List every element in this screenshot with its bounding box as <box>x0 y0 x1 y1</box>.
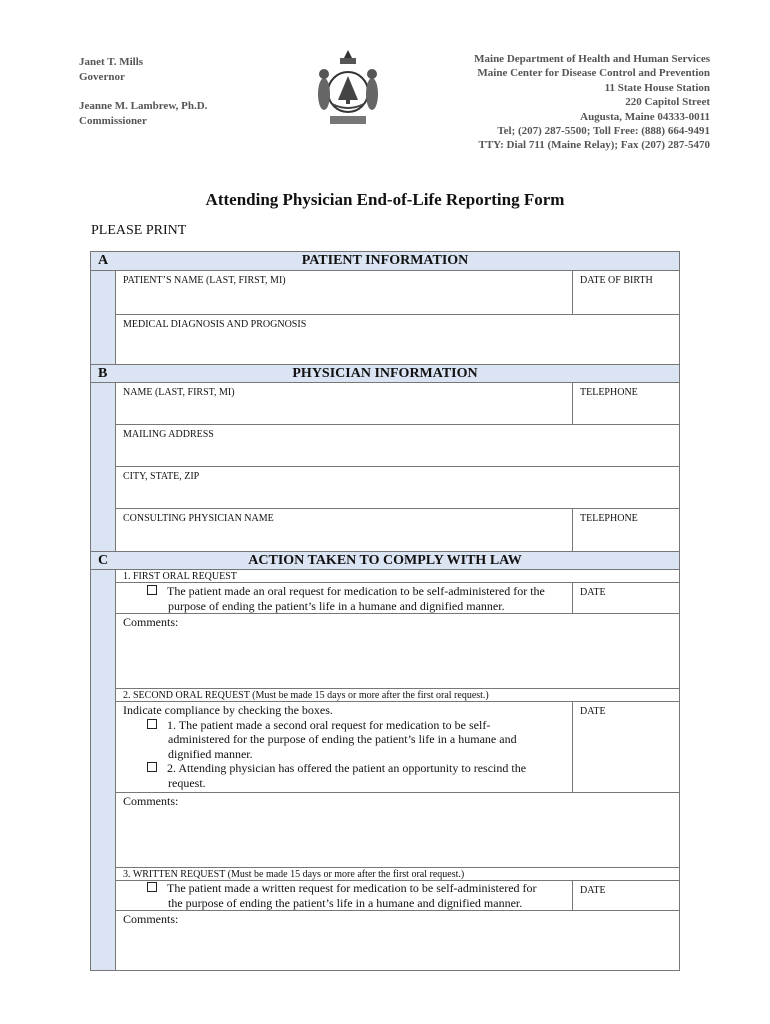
dept-line-1: Maine Department of Health and Human Services <box>474 53 710 65</box>
diagnosis-field[interactable] <box>116 315 679 364</box>
reporting-form <box>90 251 680 971</box>
governor-name: Janet T. Mills <box>79 56 144 68</box>
second-request-option-1: 1. The patient made a second oral request for medication to be self- administered for the purpose of ending the patient’s life in a humane and dignified manner. <box>147 718 517 762</box>
first-request-text: The patient made an oral request for medication to be self-administered for the purpose of ending the patient’s life in a humane and dignified manner. <box>147 584 545 613</box>
city-state-zip-field[interactable] <box>116 467 679 509</box>
second-request-label: 2. SECOND ORAL REQUEST (Must be made 15 days or more after the first oral request.) <box>123 690 489 701</box>
section-c-letter: C <box>98 553 109 568</box>
second-request-checkbox-2[interactable] <box>147 762 157 772</box>
second-request-option-2: 2. Attending physician has offered the patient an opportunity to rescind the request. <box>147 761 526 790</box>
date-of-birth-label: DATE OF BIRTH <box>580 275 653 286</box>
written-request-text: The patient made a written request for medication to be self-administered for the purpose of ending the patient’s life in a humane and dignified manner. <box>147 881 537 910</box>
section-b-letter: B <box>98 366 108 381</box>
section-a-header <box>91 252 679 271</box>
written-request-row <box>116 881 573 911</box>
dept-line-6: Tel; (207) 287-5500; Toll Free: (888) 664-9491 <box>497 125 710 138</box>
department-address-block <box>474 52 710 153</box>
date-of-birth-field[interactable] <box>573 271 679 315</box>
officials-block <box>79 55 207 129</box>
section-a-sidebar <box>91 271 116 364</box>
section-a-letter: A <box>98 253 109 268</box>
second-request-row <box>116 702 573 793</box>
dept-line-2: Maine Center for Disease Control and Prevention <box>477 67 710 80</box>
physician-name-field[interactable] <box>116 383 573 425</box>
dept-line-3: 11 State House Station <box>604 81 710 94</box>
written-request-heading <box>116 868 679 881</box>
patient-name-field[interactable] <box>116 271 573 315</box>
dept-line-7: TTY: Dial 711 (Maine Relay); Fax (207) 287-5470 <box>478 139 710 152</box>
second-request-checkbox-1[interactable] <box>147 719 157 729</box>
state-seal-icon <box>312 48 384 130</box>
section-b-title: PHYSICIAN INFORMATION <box>292 366 478 381</box>
consulting-telephone-label: TELEPHONE <box>580 513 638 524</box>
first-request-row <box>116 583 573 614</box>
mailing-address-field[interactable] <box>116 425 679 467</box>
section-b-sidebar <box>91 383 116 551</box>
second-request-date-field[interactable] <box>573 702 679 793</box>
written-request-date-field[interactable] <box>573 881 679 911</box>
second-request-heading <box>116 689 679 702</box>
commissioner-name: Jeanne M. Lambrew, Ph.D. <box>79 100 208 112</box>
consulting-telephone-field[interactable] <box>573 509 679 551</box>
patient-name-label: PATIENT’S NAME (LAST, FIRST, MI) <box>123 275 286 286</box>
consulting-physician-field[interactable] <box>116 509 573 551</box>
consulting-physician-label: CONSULTING PHYSICIAN NAME <box>123 513 274 524</box>
first-request-checkbox[interactable] <box>147 585 157 595</box>
first-request-date-label: DATE <box>580 587 606 598</box>
dept-line-5: Augusta, Maine 04333-0011 <box>580 110 710 123</box>
written-request-date-label: DATE <box>580 885 606 896</box>
section-c-title: ACTION TAKEN TO COMPLY WITH LAW <box>248 553 522 568</box>
physician-telephone-label: TELEPHONE <box>580 387 638 398</box>
dept-line-4: 220 Capitol Street <box>625 96 710 109</box>
section-a-title: PATIENT INFORMATION <box>301 253 469 268</box>
section-b-header <box>91 364 679 383</box>
indicate-compliance-text: Indicate compliance by checking the boxes. <box>123 703 333 717</box>
written-request-comments-label: Comments: <box>123 912 179 926</box>
diagnosis-label: MEDICAL DIAGNOSIS AND PROGNOSIS <box>123 319 307 330</box>
physician-name-label: NAME (LAST, FIRST, MI) <box>123 387 235 398</box>
written-request-checkbox[interactable] <box>147 882 157 892</box>
first-request-comments-label: Comments: <box>123 615 179 629</box>
mailing-address-label: MAILING ADDRESS <box>123 429 214 440</box>
first-request-label: 1. FIRST ORAL REQUEST <box>123 571 237 582</box>
second-request-comments-label: Comments: <box>123 794 179 808</box>
second-request-date-label: DATE <box>580 706 606 717</box>
first-request-comments-field[interactable] <box>116 614 679 689</box>
physician-telephone-field[interactable] <box>573 383 679 425</box>
written-request-label: 3. WRITTEN REQUEST (Must be made 15 days or more after the first oral request.) <box>123 869 465 880</box>
section-c-header <box>91 551 679 570</box>
commissioner-title: Commissioner <box>79 115 147 127</box>
form-title: Attending Physician End-of-Life Reporting Form <box>205 190 565 209</box>
written-request-comments-field[interactable] <box>116 911 679 970</box>
first-request-heading <box>116 570 679 583</box>
second-request-comments-field[interactable] <box>116 793 679 868</box>
please-print-label: PLEASE PRINT <box>91 223 187 238</box>
section-c-sidebar <box>91 570 116 970</box>
first-request-date-field[interactable] <box>573 583 679 614</box>
governor-title: Governor <box>79 71 125 83</box>
city-state-zip-label: CITY, STATE, ZIP <box>123 471 200 482</box>
